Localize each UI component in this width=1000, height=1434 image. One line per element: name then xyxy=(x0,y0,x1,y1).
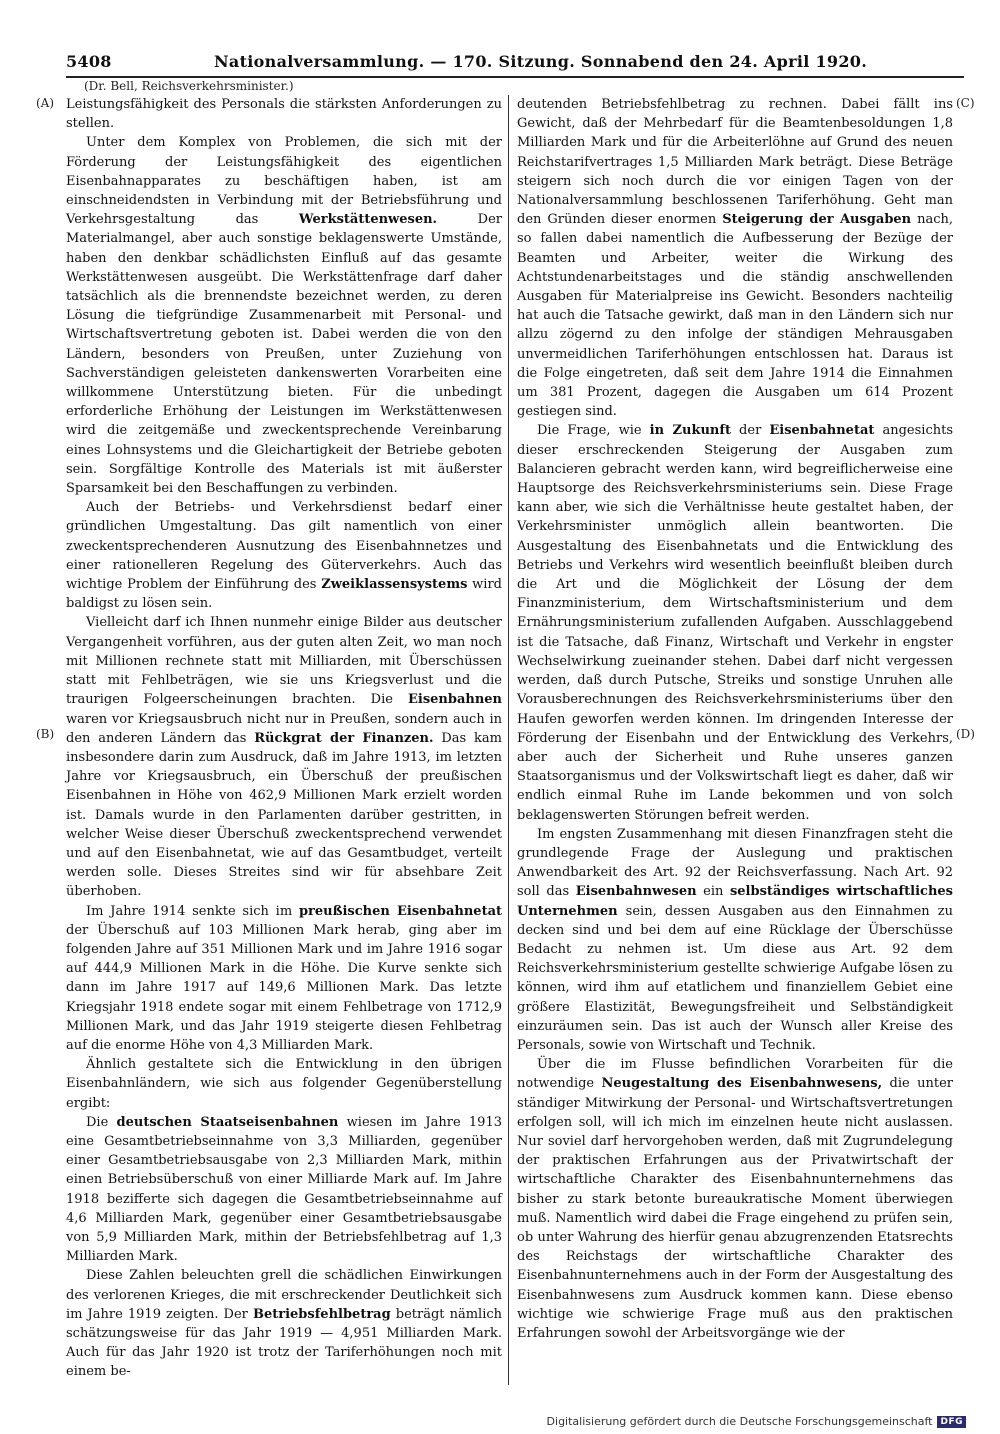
emphasis: Eisenbahnwesen xyxy=(575,884,697,900)
footer-credit xyxy=(547,1415,966,1428)
emphasis: Zweiklassensystems xyxy=(321,577,468,593)
emphasis: Eisenbahnen xyxy=(407,692,502,708)
emphasis: Werkstättenwesen. xyxy=(298,212,438,228)
paragraph: Diese Zahlen beleuchten grell die schädlichen Einwirkungen des verlorenen Krieges, die mit erschreckender Deutlichkeit sich im Jahre 1919 zeigten. Der Betriebsfehlbetrag beträgt nämlich schätzungsweise für das Jahr 1919 — 4,951 Milliarden Mark. Auch für das Jahr 1920 ist trotz der Tariferhöhungen noch mit einem be- xyxy=(66,1268,503,1380)
paragraph: Vielleicht darf ich Ihnen nunmehr einige Bilder aus deutscher Vergangenheit vorführen, aus der guten alten Zeit, wo man noch mit Millionen rechnete statt mit Milliarden, mit Überschüssen statt mit Fehlbeträgen, wie sie uns Kriegsverlust und die traurigen Folgeerscheinungen brachten. Die Eisenbahnen waren vor Kriegsausbruch nicht nur in Preußen, sondern auch in den anderen Ländern das Rückgrat der Finanzen. Das kam insbesondere darin zum Ausdruck, daß im Jahre 1913, im letzten Jahre vor Kriegsausbruch, ein Überschuß der preußischen Eisenbahnen in Höhe von 462,9 Millionen Mark erzielt worden ist. Damals wurde in den Parlamenten darüber gestritten, in welcher Weise dieser Überschuß zweckentsprechend verwendet und auf den Eisenbahnetat, wie auf das Gesamtbudget, verteilt werden solle. Dieses Streites sind wir für absehbare Zeit überhoben. xyxy=(66,615,502,900)
column-divider xyxy=(508,95,509,1385)
paragraph: Im Jahre 1914 senkte sich im preußischen Eisenbahnetat der Überschuß auf 103 Millionen Mark herab, ging aber im folgenden Jahre auf 351 Millionen Mark und im Jahre 1916 sogar auf 444,9 Millionen Mark in die Höhe. Die Kurve senkte sich dann im Jahre 1917 auf 149,6 Millionen Mark. Das letzte Kriegsjahr 1918 endete sogar mit einem Fehlbetrage von 1712,9 Millionen Mark, und das Jahr 1919 steigerte diesen Fehlbetrag auf die enorme Höhe von 4,3 Milliarden Mark. xyxy=(66,903,502,1053)
paragraph: Über die im Flusse befindlichen Vorarbeiten für die notwendige Neugestaltung des Eisenbahnwesens, die unter ständiger Mitwirkung der Personal- und Wirtschaftsvertretungen erfolgen soll, will ich mich im einzelnen heute nicht auslassen. Nur soviel darf hervorgehoben werden, daß mit Zugrundelegung der praktischen Erfahrungen aus der Privatwirtschaft der wirtschaftliche Charakter des Eisenbahnunternehmens das bisher zu stark betonte bureaukratische Moment überwiegen muß. Namentlich wird dabei die Frage eingehend zu prüfen sein, ob unter Wahrung des hierfür genau abzugrenzenden Etatsrechts des Reichstags der wirtschaftliche Charakter des Eisenbahnunternehmens auch in der Form der Ausgestaltung des Eisenbahnwesens zum Ausdruck kommen kann. Diese ebenso wichtige wie schwierige Frage muß aus den praktischen Erfahrungen sowohl der Arbeitsvorgänge wie der xyxy=(517,1057,953,1341)
margin-mark-b: (B) xyxy=(36,727,55,741)
paragraph: Auch der Betriebs- und Verkehrsdienst bedarf einer gründlichen Umgestaltung. Das gilt namentlich von einer zweckentsprechenderen Ausnutzung des Eisenbahnnetzes und einer rationelleren Regelung des Güterverkehrs. Auch das wichtige Problem der Einführung des Zweiklassensystems wird baldigst zu lösen sein. xyxy=(66,500,502,612)
emphasis: deutschen Staatseisenbahnen xyxy=(116,1114,339,1130)
emphasis: Rückgrat der Finanzen. xyxy=(254,730,434,746)
margin-mark-d: (D) xyxy=(956,727,975,741)
margin-mark-a: (A) xyxy=(36,96,55,110)
emphasis: Betriebsfehlbetrag xyxy=(252,1306,391,1322)
paragraph: Im engsten Zusammenhang mit diesen Finanzfragen steht die grundlegende Frage der Auslegung und praktischen Anwendbarkeit des Art. 92 der Reichsverfassung. Nach Art. 92 soll das Eisenbahnwesen ein selbständiges wirtschaftliches Unternehmen sein, dessen Ausgaben aus den Einnahmen zu decken sind und bei dem auf eine Rücklage der Überschüsse Bedacht zu nehmen ist. Um diese aus Art. 92 dem Reichsverkehrsministerium gestellte schwierige Aufgabe lösen zu können, wird ihm auf etatlichem und finanziellem Gebiet eine größere Elastizität, Bewegungsfreiheit und Selbständigkeit einzuräumen sein. Das ist auch der Wunsch aller Kreise des Personals, sowie von Wirtschaft und Technik. xyxy=(517,826,953,1053)
emphasis: Neugestaltung des Eisenbahnwesens, xyxy=(601,1076,883,1092)
emphasis: in Zukunft xyxy=(649,423,731,439)
paragraph: Ähnlich gestaltete sich die Entwicklung in den übrigen Eisenbahnländern, wie sich aus folgender Gegenüberstellung ergibt: xyxy=(66,1057,502,1111)
paragraph: deutenden Betriebsfehlbetrag zu rechnen. Dabei fällt ins Gewicht, daß der Mehrbedarf für die Beamtenbesoldungen 1,8 Milliarden Mark und für die Arbeiterlöhne auf Grund des neuen Reichstarifvertrages 1,5 Milliarden Mark beträgt. Diese Beträge steigern sich noch durch die vor einigen Tagen von der Nationalversammlung beschlossenen Tariferhöhung. Geht man den Gründen dieser enormen Steigerung der Ausgaben nach, so fallen dabei namentlich die Aufbesserung der Bezüge der Beamten und Arbeiter, weiter die Wirkung des Achtstundenarbeitstages und die ständig anschwellenden Ausgaben für Materialpreise ins Gewicht. Besonders nachteilig hat auch die Tatsache gewirkt, daß man in den Ländern sich nur allzu zögernd zu den infolge der ständigen Mehrausgaben unvermeidlichen Tariferhöhungen entschlossen hat. Daraus ist die Folge eingetreten, daß seit dem Jahre 1914 die Einnahmen um 381 Prozent, dagegen die Ausgaben um 614 Prozent gestiegen sind. xyxy=(517,97,953,420)
footer-text: Digitalisierung gefördert durch die Deutsche Forschungsgemeinschaft xyxy=(546,1415,933,1428)
paragraph: Unter dem Komplex von Problemen, die sich mit der Förderung der Leistungsfähigkeit des eigentlichen Eisenbahnapparates zu beschäftigen haben, ist am einschneidendsten in Verbindung mit der Betriebsführung und Verkehrsgestaltung das Werkstättenwesen. Der Materialmangel, aber auch sonstige beklagenswerte Umstände, haben den denkbar schädlichsten Einfluß auf das gesamte Werkstättenwesen ausgeübt. Die Werkstättenfrage darf daher tatsächlich als die brennendste bezeichnet werden, zu deren Lösung die tiefgründige Zusammenarbeit mit Personal- und Wirtschaftsvertretung geboten ist. Dabei werden die von den Ländern, besonders von Preußen, unter Zuziehung von Sachverständigen geleisteten dankenswerten Vorarbeiten eine willkommene Unterstützung bieten. Für die unbedingt erforderliche Erhöhung der Leistungen im Werkstättenwesen wird die zeitgemäße und zweckentsprechende Vereinbarung eines Lohnsystems und die Gleichartigkeit der Betriebe geboten sein. Sorgfältige Kontrolle des Materials ist mit äußerster Sparsamkeit bei den Beschaffungen zu verbinden. xyxy=(66,135,502,497)
paragraph: Die deutschen Staatseisenbahnen wiesen im Jahre 1913 eine Gesamtbetriebseinnahme von 3,3 Milliarden, gegenüber einer Gesamtbetriebsausgabe von 2,3 Milliarden Mark, mithin einen Betriebsüberschuß von einer Milliarde Mark auf. Im Jahre 1918 bezifferte sich dagegen die Gesamtbetriebseinnahme auf 4,6 Milliarden Mark, gegenüber einer Gesamtbetriebsausgabe von 5,9 Milliarden Mark, mithin der Betriebsfehlbetrag auf 1,3 Milliarden Mark. xyxy=(66,1114,502,1265)
page-title: Nationalversammlung. — 170. Sitzung. Sonnabend den 24. April 1920. xyxy=(214,52,868,71)
paragraph: Leistungsfähigkeit des Personals die stärksten Anforderungen zu stellen. xyxy=(66,97,502,132)
page-number: 5408 xyxy=(66,52,112,71)
page-header xyxy=(66,46,964,78)
emphasis: Eisenbahnetat xyxy=(769,423,875,439)
margin-mark-c: (C) xyxy=(956,96,975,110)
right-column xyxy=(517,95,953,1343)
dfg-logo: DFG xyxy=(937,1416,966,1428)
emphasis: Steigerung der Ausgaben xyxy=(722,212,912,228)
paragraph: Die Frage, wie in Zukunft der Eisenbahnetat angesichts dieser erschreckenden Steigerung der Ausgaben zum Balancieren gebracht werden kann, wird begreiflicherweise eine Hauptsorge des Reichsverkehrsministeriums sein. Diese Frage kann aber, wie sich die Verhältnisse heute gestaltet haben, der Verkehrsminister unmöglich allein beantworten. Die Ausgestaltung des Eisenbahnetats und die Entwicklung des Betriebs und Verkehrs wird wesentlich beeinflußt bleiben durch die Art und die Möglichkeit der Lösung der dem Finanzministerium, dem Wirtschaftsministerium und dem Ernährungsministerium zufallenden Aufgaben. Ausschlaggebend ist die Tatsache, daß Finanz, Wirtschaft und Verkehr in engster Wechselwirkung zueinander stehen. Dabei darf nicht vergessen werden, daß durch Putsche, Streiks und sonstige Unruhen alle Vorausberechnungen des Reichsverkehrsministeriums über den Haufen geworfen werden können. Im dringenden Interesse der Förderung der Eisenbahn und der Entwicklung des Verkehrs, aber auch der Sicherheit und Ruhe unseres ganzen Staatsorganismus und der Volkswirtschaft liegt es daher, daß wir endlich einmal Ruhe im Lande bekommen und von solch beklagenswerten Störungen befreit werden. xyxy=(517,423,953,823)
left-column xyxy=(66,95,502,1382)
speaker-note: (Dr. Bell, Reichsverkehrsminister.) xyxy=(84,79,294,93)
emphasis: preußischen Eisenbahnetat xyxy=(298,903,502,919)
emphasis: selbständiges wirtschaftliches Unternehmen xyxy=(517,884,953,919)
